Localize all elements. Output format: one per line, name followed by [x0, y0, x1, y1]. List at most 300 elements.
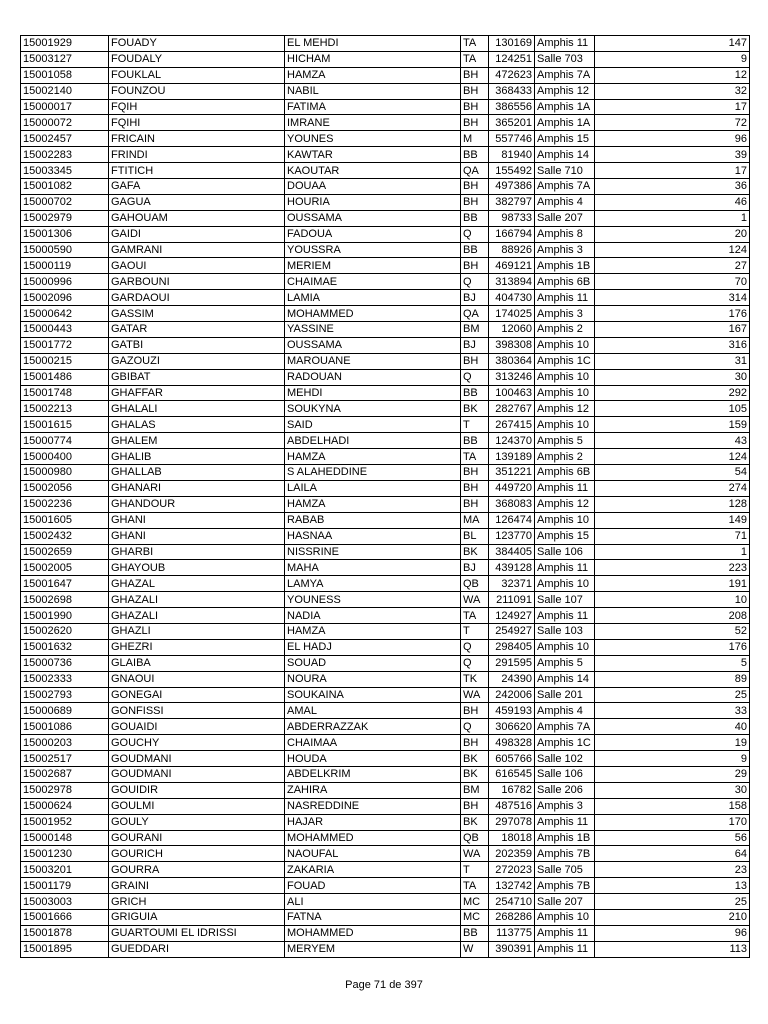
first-name-cell: RADOUAN	[285, 369, 461, 385]
code-cell: MA	[461, 512, 489, 528]
student-id-cell: 15000702	[21, 194, 109, 210]
first-name-cell: HASNAA	[285, 528, 461, 544]
code-cell: BB	[461, 147, 489, 163]
student-table-body	[21, 36, 750, 958]
student-id-cell: 15001772	[21, 337, 109, 353]
student-id-cell: 15002698	[21, 592, 109, 608]
room-cell: Amphis 3	[535, 306, 595, 322]
seat-cell: 159	[595, 417, 750, 433]
last-name-cell: GATBI	[109, 337, 285, 353]
code-cell: BJ	[461, 290, 489, 306]
student-id-cell: 15001748	[21, 385, 109, 401]
last-name-cell: GRAINI	[109, 878, 285, 894]
last-name-cell: GHANDOUR	[109, 496, 285, 512]
number-cell: 272023	[489, 862, 535, 878]
last-name-cell: GHAZALI	[109, 608, 285, 624]
code-cell: TA	[461, 51, 489, 67]
seat-cell: 170	[595, 814, 750, 830]
seat-cell: 54	[595, 465, 750, 481]
room-cell: Amphis 10	[535, 639, 595, 655]
last-name-cell: GHANI	[109, 528, 285, 544]
number-cell: 100463	[489, 385, 535, 401]
seat-cell: 17	[595, 99, 750, 115]
seat-cell: 223	[595, 560, 750, 576]
last-name-cell: GOURRA	[109, 862, 285, 878]
first-name-cell: NOURA	[285, 671, 461, 687]
room-cell: Amphis 11	[535, 480, 595, 496]
first-name-cell: YOUNESS	[285, 592, 461, 608]
seat-cell: 10	[595, 592, 750, 608]
room-cell: Amphis 7A	[535, 67, 595, 83]
first-name-cell: NABIL	[285, 83, 461, 99]
table-row	[21, 290, 750, 306]
student-id-cell: 15000443	[21, 322, 109, 338]
code-cell: Q	[461, 226, 489, 242]
table-row	[21, 909, 750, 925]
room-cell: Amphis 12	[535, 496, 595, 512]
number-cell: 469121	[489, 258, 535, 274]
number-cell: 12060	[489, 322, 535, 338]
table-row	[21, 735, 750, 751]
table-row	[21, 115, 750, 131]
table-row	[21, 751, 750, 767]
code-cell: BB	[461, 242, 489, 258]
student-id-cell: 15002096	[21, 290, 109, 306]
table-row	[21, 210, 750, 226]
first-name-cell: DOUAA	[285, 179, 461, 195]
code-cell: BH	[461, 258, 489, 274]
seat-cell: 27	[595, 258, 750, 274]
last-name-cell: FOUDALY	[109, 51, 285, 67]
student-table	[20, 35, 750, 958]
first-name-cell: LAMYA	[285, 576, 461, 592]
last-name-cell: GOULMI	[109, 798, 285, 814]
table-row	[21, 878, 750, 894]
seat-cell: 105	[595, 401, 750, 417]
number-cell: 384405	[489, 544, 535, 560]
student-id-cell: 15003127	[21, 51, 109, 67]
table-row	[21, 51, 750, 67]
seat-cell: 20	[595, 226, 750, 242]
room-cell: Amphis 1A	[535, 115, 595, 131]
first-name-cell: HAJAR	[285, 814, 461, 830]
room-cell: Amphis 11	[535, 941, 595, 957]
first-name-cell: MOHAMMED	[285, 306, 461, 322]
room-cell: Amphis 12	[535, 401, 595, 417]
last-name-cell: GHAZAL	[109, 576, 285, 592]
room-cell: Salle 102	[535, 751, 595, 767]
seat-cell: 25	[595, 894, 750, 910]
room-cell: Amphis 3	[535, 242, 595, 258]
room-cell: Amphis 11	[535, 608, 595, 624]
table-row	[21, 417, 750, 433]
code-cell: Q	[461, 639, 489, 655]
last-name-cell: GAIDI	[109, 226, 285, 242]
table-row	[21, 623, 750, 639]
last-name-cell: GAOUI	[109, 258, 285, 274]
table-row	[21, 687, 750, 703]
code-cell: WA	[461, 687, 489, 703]
number-cell: 605766	[489, 751, 535, 767]
student-id-cell: 15000980	[21, 465, 109, 481]
last-name-cell: GAZOUZI	[109, 353, 285, 369]
room-cell: Amphis 1C	[535, 353, 595, 369]
room-cell: Amphis 15	[535, 131, 595, 147]
first-name-cell: LAILA	[285, 480, 461, 496]
code-cell: TA	[461, 608, 489, 624]
code-cell: WA	[461, 846, 489, 862]
student-id-cell: 15001952	[21, 814, 109, 830]
table-row	[21, 703, 750, 719]
seat-cell: 30	[595, 369, 750, 385]
student-id-cell: 15000119	[21, 258, 109, 274]
table-row	[21, 894, 750, 910]
first-name-cell: NISSRINE	[285, 544, 461, 560]
code-cell: BH	[461, 83, 489, 99]
student-id-cell: 15000400	[21, 449, 109, 465]
table-row	[21, 671, 750, 687]
last-name-cell: GHALLAB	[109, 465, 285, 481]
number-cell: 124251	[489, 51, 535, 67]
first-name-cell: FADOUA	[285, 226, 461, 242]
number-cell: 313246	[489, 369, 535, 385]
room-cell: Amphis 15	[535, 528, 595, 544]
first-name-cell: EL MEHDI	[285, 36, 461, 52]
room-cell: Salle 106	[535, 544, 595, 560]
last-name-cell: GHAYOUB	[109, 560, 285, 576]
seat-cell: 64	[595, 846, 750, 862]
number-cell: 211091	[489, 592, 535, 608]
first-name-cell: KAWTAR	[285, 147, 461, 163]
code-cell: BH	[461, 353, 489, 369]
seat-cell: 210	[595, 909, 750, 925]
first-name-cell: OUSSAMA	[285, 337, 461, 353]
number-cell: 267415	[489, 417, 535, 433]
table-row	[21, 576, 750, 592]
first-name-cell: HAMZA	[285, 496, 461, 512]
number-cell: 24390	[489, 671, 535, 687]
first-name-cell: MOHAMMED	[285, 830, 461, 846]
number-cell: 32371	[489, 576, 535, 592]
student-id-cell: 15000203	[21, 735, 109, 751]
first-name-cell: HAMZA	[285, 449, 461, 465]
table-row	[21, 846, 750, 862]
number-cell: 88926	[489, 242, 535, 258]
student-id-cell: 15001878	[21, 925, 109, 941]
number-cell: 497386	[489, 179, 535, 195]
first-name-cell: HOUDA	[285, 751, 461, 767]
student-id-cell: 15000148	[21, 830, 109, 846]
room-cell: Amphis 2	[535, 322, 595, 338]
table-row	[21, 766, 750, 782]
table-row	[21, 719, 750, 735]
room-cell: Salle 705	[535, 862, 595, 878]
last-name-cell: GARBOUNI	[109, 274, 285, 290]
code-cell: TK	[461, 671, 489, 687]
seat-cell: 29	[595, 766, 750, 782]
code-cell: Q	[461, 369, 489, 385]
table-row	[21, 337, 750, 353]
code-cell: TA	[461, 36, 489, 52]
number-cell: 351221	[489, 465, 535, 481]
student-id-cell: 15002283	[21, 147, 109, 163]
table-row	[21, 83, 750, 99]
seat-cell: 274	[595, 480, 750, 496]
last-name-cell: GOULY	[109, 814, 285, 830]
code-cell: BK	[461, 814, 489, 830]
last-name-cell: GAFA	[109, 179, 285, 195]
room-cell: Amphis 11	[535, 36, 595, 52]
seat-cell: 36	[595, 179, 750, 195]
seat-cell: 316	[595, 337, 750, 353]
first-name-cell: MAROUANE	[285, 353, 461, 369]
code-cell: BM	[461, 322, 489, 338]
first-name-cell: RABAB	[285, 512, 461, 528]
last-name-cell: GATAR	[109, 322, 285, 338]
last-name-cell: GRICH	[109, 894, 285, 910]
room-cell: Amphis 10	[535, 576, 595, 592]
seat-cell: 56	[595, 830, 750, 846]
table-row	[21, 226, 750, 242]
room-cell: Amphis 6B	[535, 465, 595, 481]
student-id-cell: 15001179	[21, 878, 109, 894]
first-name-cell: MOHAMMED	[285, 925, 461, 941]
number-cell: 291595	[489, 655, 535, 671]
seat-cell: 147	[595, 36, 750, 52]
seat-cell: 124	[595, 449, 750, 465]
code-cell: QA	[461, 306, 489, 322]
seat-cell: 158	[595, 798, 750, 814]
table-row	[21, 798, 750, 814]
last-name-cell: GOUCHY	[109, 735, 285, 751]
seat-cell: 70	[595, 274, 750, 290]
seat-cell: 1	[595, 544, 750, 560]
student-id-cell: 15002978	[21, 782, 109, 798]
number-cell: 139189	[489, 449, 535, 465]
first-name-cell: SOUKAINA	[285, 687, 461, 703]
student-id-cell: 15002432	[21, 528, 109, 544]
student-id-cell: 15002056	[21, 480, 109, 496]
student-id-cell: 15003003	[21, 894, 109, 910]
table-row	[21, 433, 750, 449]
room-cell: Amphis 7B	[535, 878, 595, 894]
number-cell: 313894	[489, 274, 535, 290]
last-name-cell: GNAOUI	[109, 671, 285, 687]
room-cell: Amphis 10	[535, 512, 595, 528]
first-name-cell: ALI	[285, 894, 461, 910]
first-name-cell: MERYEM	[285, 941, 461, 957]
room-cell: Amphis 1C	[535, 735, 595, 751]
room-cell: Salle 710	[535, 163, 595, 179]
code-cell: Q	[461, 719, 489, 735]
last-name-cell: GHAZALI	[109, 592, 285, 608]
last-name-cell: GOURANI	[109, 830, 285, 846]
seat-cell: 5	[595, 655, 750, 671]
number-cell: 404730	[489, 290, 535, 306]
room-cell: Amphis 1B	[535, 830, 595, 846]
seat-cell: 25	[595, 687, 750, 703]
student-id-cell: 15001615	[21, 417, 109, 433]
table-row	[21, 194, 750, 210]
first-name-cell: SAID	[285, 417, 461, 433]
code-cell: BB	[461, 925, 489, 941]
code-cell: TA	[461, 878, 489, 894]
student-id-cell: 15000072	[21, 115, 109, 131]
code-cell: QA	[461, 163, 489, 179]
table-row	[21, 163, 750, 179]
room-cell: Salle 103	[535, 623, 595, 639]
code-cell: BL	[461, 528, 489, 544]
room-cell: Amphis 3	[535, 798, 595, 814]
first-name-cell: NADIA	[285, 608, 461, 624]
student-id-cell: 15001990	[21, 608, 109, 624]
room-cell: Amphis 14	[535, 147, 595, 163]
code-cell: TA	[461, 449, 489, 465]
first-name-cell: SOUAD	[285, 655, 461, 671]
code-cell: MC	[461, 894, 489, 910]
last-name-cell: GHANI	[109, 512, 285, 528]
seat-cell: 113	[595, 941, 750, 957]
last-name-cell: GRIGUIA	[109, 909, 285, 925]
student-id-cell: 15001647	[21, 576, 109, 592]
code-cell: BB	[461, 210, 489, 226]
seat-cell: 33	[595, 703, 750, 719]
number-cell: 254710	[489, 894, 535, 910]
last-name-cell: FOUADY	[109, 36, 285, 52]
student-id-cell: 15000996	[21, 274, 109, 290]
number-cell: 124370	[489, 433, 535, 449]
number-cell: 130169	[489, 36, 535, 52]
room-cell: Amphis 12	[535, 83, 595, 99]
room-cell: Amphis 2	[535, 449, 595, 465]
room-cell: Amphis 7A	[535, 719, 595, 735]
room-cell: Salle 703	[535, 51, 595, 67]
code-cell: BH	[461, 179, 489, 195]
last-name-cell: FOUNZOU	[109, 83, 285, 99]
number-cell: 368083	[489, 496, 535, 512]
seat-cell: 9	[595, 751, 750, 767]
table-row	[21, 592, 750, 608]
number-cell: 113775	[489, 925, 535, 941]
number-cell: 18018	[489, 830, 535, 846]
code-cell: M	[461, 131, 489, 147]
student-id-cell: 15001895	[21, 941, 109, 957]
student-id-cell: 15001058	[21, 67, 109, 83]
number-cell: 498328	[489, 735, 535, 751]
seat-cell: 176	[595, 306, 750, 322]
number-cell: 16782	[489, 782, 535, 798]
student-id-cell: 15001632	[21, 639, 109, 655]
table-row	[21, 449, 750, 465]
seat-cell: 30	[595, 782, 750, 798]
number-cell: 98733	[489, 210, 535, 226]
seat-cell: 314	[595, 290, 750, 306]
student-id-cell: 15002140	[21, 83, 109, 99]
seat-cell: 40	[595, 719, 750, 735]
first-name-cell: AMAL	[285, 703, 461, 719]
number-cell: 380364	[489, 353, 535, 369]
room-cell: Amphis 7A	[535, 179, 595, 195]
room-cell: Amphis 6B	[535, 274, 595, 290]
number-cell: 459193	[489, 703, 535, 719]
code-cell: T	[461, 862, 489, 878]
seat-cell: 191	[595, 576, 750, 592]
last-name-cell: GOUDMANI	[109, 766, 285, 782]
room-cell: Amphis 5	[535, 433, 595, 449]
first-name-cell: S ALAHEDDINE	[285, 465, 461, 481]
seat-cell: 13	[595, 878, 750, 894]
room-cell: Salle 207	[535, 210, 595, 226]
number-cell: 368433	[489, 83, 535, 99]
last-name-cell: GUARTOUMI EL IDRISSI	[109, 925, 285, 941]
table-row	[21, 322, 750, 338]
room-cell: Salle 106	[535, 766, 595, 782]
table-row	[21, 401, 750, 417]
seat-cell: 89	[595, 671, 750, 687]
number-cell: 398308	[489, 337, 535, 353]
first-name-cell: NAOUFAL	[285, 846, 461, 862]
first-name-cell: HICHAM	[285, 51, 461, 67]
first-name-cell: NASREDDINE	[285, 798, 461, 814]
student-id-cell: 15001666	[21, 909, 109, 925]
last-name-cell: FQIH	[109, 99, 285, 115]
room-cell: Salle 201	[535, 687, 595, 703]
last-name-cell: GAMRANI	[109, 242, 285, 258]
last-name-cell: GHANARI	[109, 480, 285, 496]
table-row	[21, 544, 750, 560]
student-id-cell: 15000590	[21, 242, 109, 258]
student-id-cell: 15002793	[21, 687, 109, 703]
first-name-cell: ZAKARIA	[285, 862, 461, 878]
code-cell: BK	[461, 751, 489, 767]
last-name-cell: GHALALI	[109, 401, 285, 417]
student-id-cell: 15001486	[21, 369, 109, 385]
code-cell: T	[461, 417, 489, 433]
room-cell: Amphis 11	[535, 560, 595, 576]
room-cell: Amphis 10	[535, 417, 595, 433]
table-row	[21, 655, 750, 671]
student-id-cell: 15003201	[21, 862, 109, 878]
seat-cell: 72	[595, 115, 750, 131]
room-cell: Amphis 14	[535, 671, 595, 687]
student-id-cell: 15001086	[21, 719, 109, 735]
seat-cell: 43	[595, 433, 750, 449]
code-cell: Q	[461, 655, 489, 671]
number-cell: 365201	[489, 115, 535, 131]
last-name-cell: FOUKLAL	[109, 67, 285, 83]
code-cell: BH	[461, 496, 489, 512]
room-cell: Amphis 11	[535, 814, 595, 830]
number-cell: 439128	[489, 560, 535, 576]
room-cell: Amphis 4	[535, 703, 595, 719]
code-cell: BM	[461, 782, 489, 798]
first-name-cell: FATIMA	[285, 99, 461, 115]
seat-cell: 149	[595, 512, 750, 528]
first-name-cell: FATNA	[285, 909, 461, 925]
student-id-cell: 15002236	[21, 496, 109, 512]
code-cell: BH	[461, 480, 489, 496]
number-cell: 298405	[489, 639, 535, 655]
code-cell: BK	[461, 766, 489, 782]
student-id-cell: 15001306	[21, 226, 109, 242]
first-name-cell: FOUAD	[285, 878, 461, 894]
table-row	[21, 131, 750, 147]
seat-cell: 71	[595, 528, 750, 544]
table-row	[21, 385, 750, 401]
code-cell: BB	[461, 433, 489, 449]
student-id-cell: 15002687	[21, 766, 109, 782]
student-id-cell: 15001082	[21, 179, 109, 195]
